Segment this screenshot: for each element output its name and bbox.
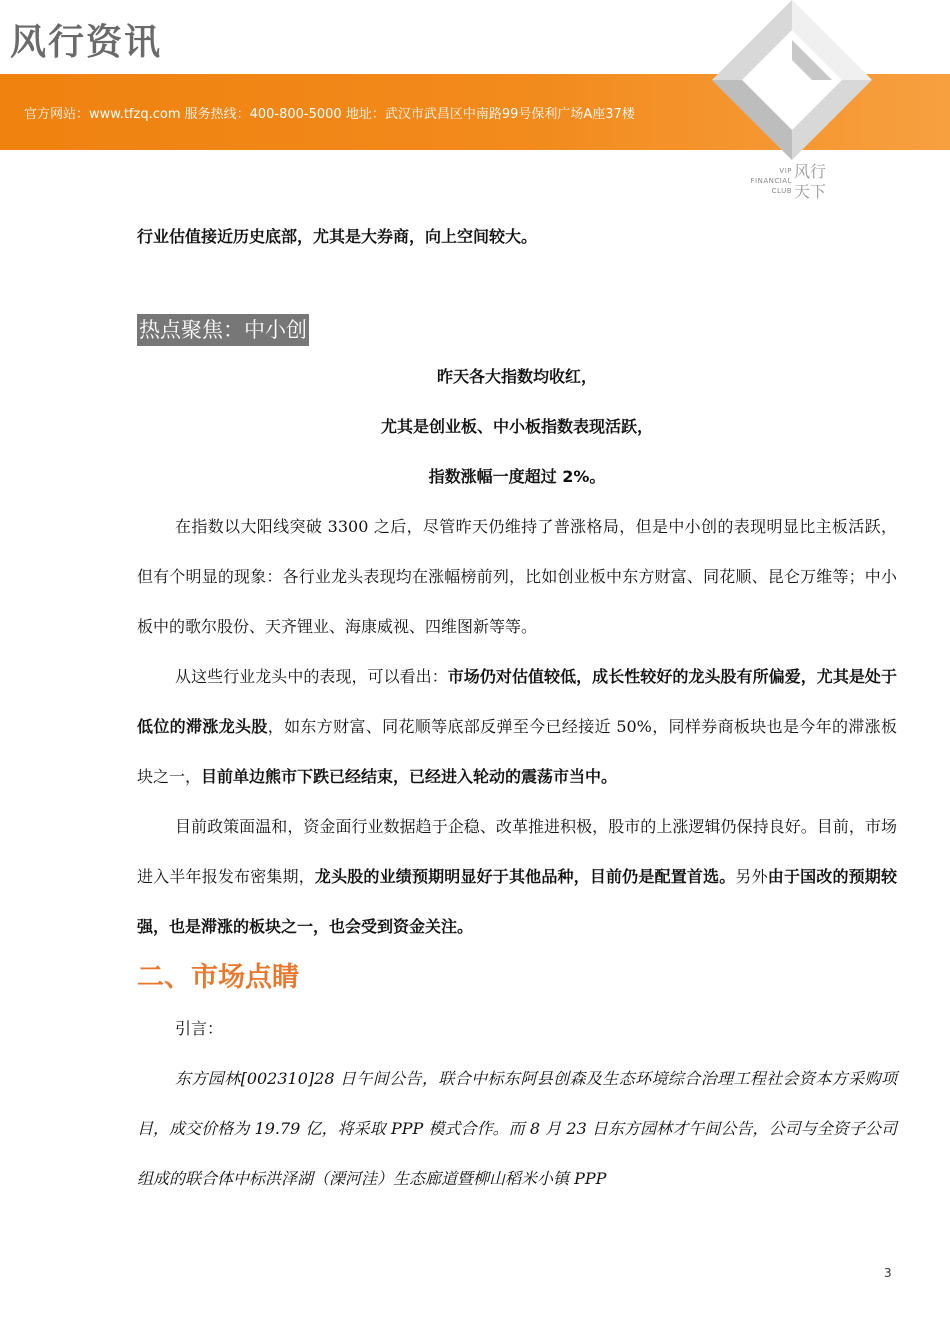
- document-body: [137, 212, 897, 1204]
- quote-text: 东方园林[002310]28 日午间公告，联合中标东阿县创森及生态环境综合治理工程社会资本方采购项目，成交价格为 19.79 亿，将采取 PPP 模式合作。而 8 月 23 日东方园林才午间公告，公司与全资子公司组成的联合体中标洪泽湖（溧河洼）生态廊道暨柳山稻米小镇 PPP: [137, 1069, 897, 1188]
- summary-line-1: 昨天各大指数均收红，: [436, 367, 597, 386]
- section-title: 二、市场点睛: [137, 962, 299, 993]
- hotspot-heading: 热点聚焦：中小创: [137, 314, 309, 346]
- header-contact-info: 官方网站：www.tfzq.com 服务热线：400-800-5000 地址：武汉市武昌区中南路99号保利广场A座37楼: [24, 107, 635, 122]
- club-chinese-label: 风行天下: [794, 162, 827, 201]
- paragraph-2: 从这些行业龙头中的表现，可以看出：市场仍对估值较低，成长性较好的龙头股有所偏爱，尤其是处于低位的滞涨龙头股，如东方财富、同花顺等底部反弹至今已经接近 50%，同样券商板块也是今年的滞涨板块之一，目前单边熊市下跌已经结束，已经进入轮动的震荡市当中。: [137, 667, 897, 786]
- intro-line: 行业估值接近历史底部，尤其是大券商，向上空间较大。: [137, 227, 538, 246]
- brand-logo: 风行资讯: [10, 22, 163, 63]
- summary-line-2: 尤其是创业板、中小板指数表现活跃，: [380, 417, 653, 436]
- paragraph-3: 目前政策面温和，资金面行业数据趋于企稳、改革推进积极，股市的上涨逻辑仍保持良好。目前，市场进入半年报发布密集期，龙头股的业绩预期明显好于其他品种，目前仍是配置首选。另外由于国改的预期较强，也是滞涨的板块之一，也会受到资金关注。: [137, 817, 897, 936]
- summary-line-3: 指数涨幅一度超过 2%。: [428, 467, 606, 486]
- quote-label: 引言：: [175, 1019, 224, 1038]
- club-english-label: VIP FINANCIAL CLUB: [750, 167, 792, 195]
- corner-emblem-icon: [712, 0, 872, 160]
- page-number: 3: [884, 1266, 892, 1280]
- paragraph-1: 在指数以大阳线突破 3300 之后，尽管昨天仍维持了普涨格局，但是中小创的表现明显比主板活跃，但有个明显的现象：各行业龙头表现均在涨幅榜前列，比如创业板中东方财富、同花顺、昆仑万维等；中小板中的歌尔股份、天齐锂业、海康威视、四维图新等等。: [137, 517, 897, 636]
- summary-block: [137, 346, 897, 502]
